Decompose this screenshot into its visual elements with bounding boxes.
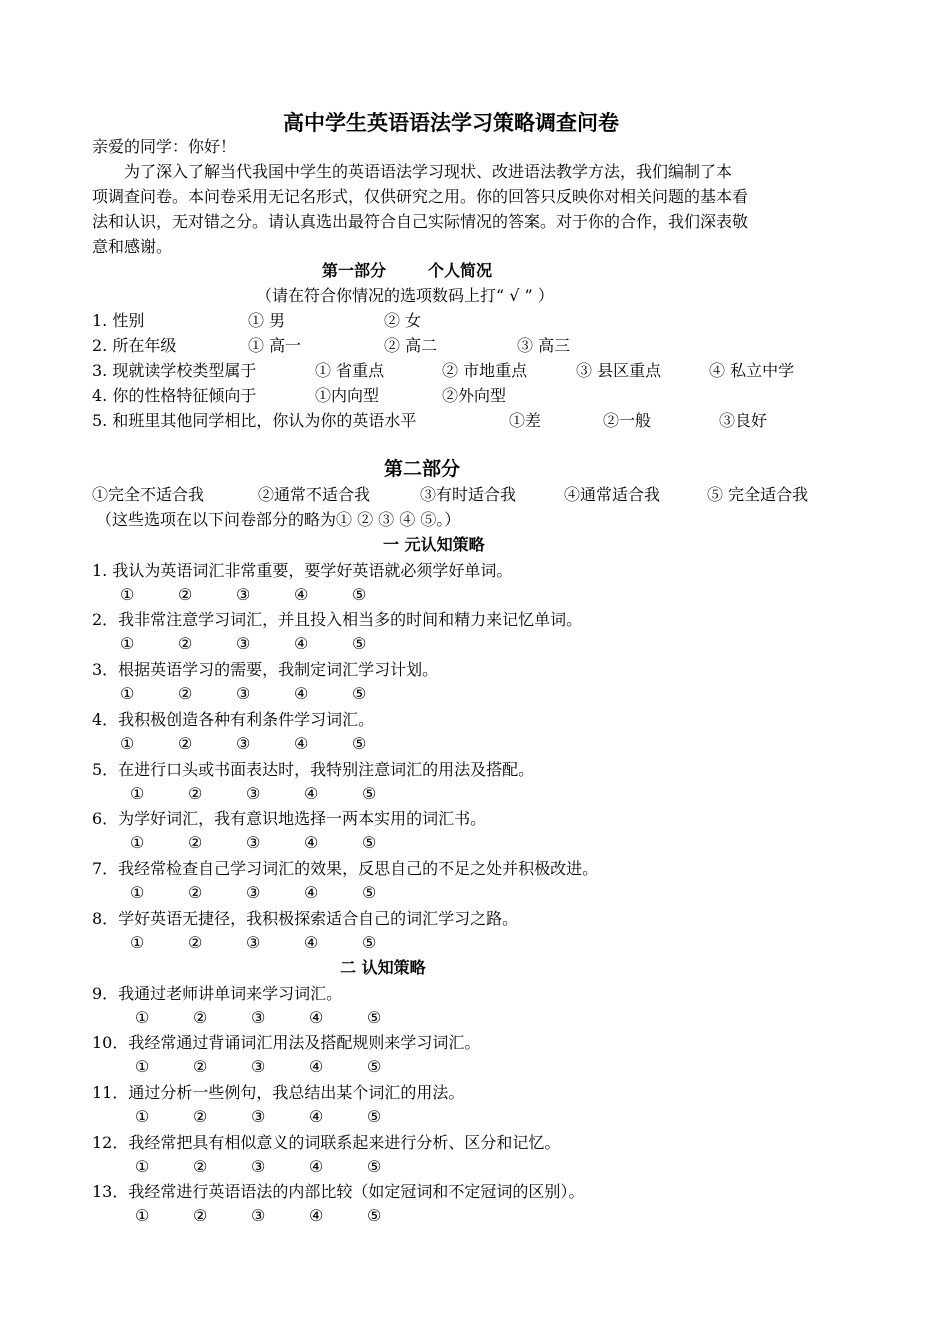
question-10-option-3[interactable]: ③ (251, 1057, 266, 1076)
question-11-option-4[interactable]: ④ (309, 1107, 324, 1126)
profile-question-gender: 1. 性别 (92, 311, 145, 330)
question-8-option-4[interactable]: ④ (304, 933, 319, 952)
question-6-option-4[interactable]: ④ (304, 833, 319, 852)
question-11: 11．通过分析一些例句，我总结出某个词汇的用法。 (92, 1083, 465, 1102)
option-school-city[interactable]: ② 市地重点 (442, 361, 528, 380)
question-6-option-2[interactable]: ② (188, 833, 203, 852)
intro-line-3: 法和认识，无对错之分。请认真选出最符合自己实际情况的答案。对于你的合作，我们深表敬 (92, 212, 749, 231)
question-1-option-1[interactable]: ① (120, 585, 135, 604)
question-7: 7．我经常检查自己学习词汇的效果，反思自己的不足之处并积极改进。 (92, 859, 599, 878)
question-5-option-4[interactable]: ④ (304, 784, 319, 803)
option-personality-extrovert[interactable]: ②外向型 (442, 386, 507, 405)
question-8-option-5[interactable]: ⑤ (362, 933, 377, 952)
option-school-county[interactable]: ③ 县区重点 (576, 361, 662, 380)
question-2-option-5[interactable]: ⑤ (352, 634, 367, 653)
question-7-option-4[interactable]: ④ (304, 883, 319, 902)
question-1-option-2[interactable]: ② (178, 585, 193, 604)
question-10: 10．我经常通过背诵词汇用法及搭配规则来学习词汇。 (92, 1033, 481, 1052)
option-level-average[interactable]: ②一般 (603, 411, 652, 430)
question-13-option-1[interactable]: ① (135, 1206, 150, 1225)
question-10-option-2[interactable]: ② (193, 1057, 208, 1076)
question-4-option-5[interactable]: ⑤ (352, 734, 367, 753)
question-7-option-2[interactable]: ② (188, 883, 203, 902)
question-2-option-1[interactable]: ① (120, 634, 135, 653)
question-6-option-1[interactable]: ① (130, 833, 145, 852)
question-2-option-2[interactable]: ② (178, 634, 193, 653)
page-title: 高中学生英语语法学习策略调查问卷 (283, 110, 619, 135)
question-10-option-4[interactable]: ④ (309, 1057, 324, 1076)
question-3: 3．根据英语学习的需要，我制定词汇学习计划。 (92, 660, 439, 679)
question-6-option-5[interactable]: ⑤ (362, 833, 377, 852)
intro-line-2: 项调查问卷。本问卷采用无记名形式，仅供研究之用。你的回答只反映你对相关问题的基本看 (92, 187, 749, 206)
question-1-option-4[interactable]: ④ (294, 585, 309, 604)
question-8-option-1[interactable]: ① (130, 933, 145, 952)
question-5-option-5[interactable]: ⑤ (362, 784, 377, 803)
question-10-option-5[interactable]: ⑤ (367, 1057, 382, 1076)
question-13-option-5[interactable]: ⑤ (367, 1206, 382, 1225)
question-9-option-3[interactable]: ③ (251, 1008, 266, 1027)
question-5-option-2[interactable]: ② (188, 784, 203, 803)
option-school-provincial[interactable]: ① 省重点 (315, 361, 385, 380)
question-11-option-1[interactable]: ① (135, 1107, 150, 1126)
question-12-option-4[interactable]: ④ (309, 1157, 324, 1176)
option-grade-1[interactable]: ① 高一 (248, 336, 302, 355)
question-11-option-2[interactable]: ② (193, 1107, 208, 1126)
section-metacognitive-heading: 一 元认知策略 (383, 535, 485, 554)
question-3-option-3[interactable]: ③ (236, 684, 251, 703)
scale-option-4: ④通常适合我 (564, 485, 661, 504)
question-4: 4．我积极创造各种有利条件学习词汇。 (92, 710, 375, 729)
question-12-option-3[interactable]: ③ (251, 1157, 266, 1176)
scale-option-1: ①完全不适合我 (92, 485, 205, 504)
question-12: 12．我经常把具有相似意义的词联系起来进行分析、区分和记忆。 (92, 1133, 561, 1152)
question-4-option-4[interactable]: ④ (294, 734, 309, 753)
question-11-option-5[interactable]: ⑤ (367, 1107, 382, 1126)
question-2: 2．我非常注意学习词汇，并且投入相当多的时间和精力来记忆单词。 (92, 610, 583, 629)
option-gender-female[interactable]: ② 女 (384, 311, 422, 330)
question-12-option-2[interactable]: ② (193, 1157, 208, 1176)
part1-heading-b: 个人简况 (428, 261, 493, 280)
question-9: 9．我通过老师讲单词来学习词汇。 (92, 984, 343, 1003)
question-5-option-3[interactable]: ③ (246, 784, 261, 803)
question-4-option-2[interactable]: ② (178, 734, 193, 753)
question-2-option-3[interactable]: ③ (236, 634, 251, 653)
question-13-option-4[interactable]: ④ (309, 1206, 324, 1225)
scale-note: （这些选项在以下问卷部分的略为① ② ③ ④ ⑤。） (96, 510, 461, 529)
question-13-option-2[interactable]: ② (193, 1206, 208, 1225)
question-7-option-3[interactable]: ③ (246, 883, 261, 902)
question-13: 13．我经常进行英语语法的内部比较（如定冠词和不定冠词的区别）。 (92, 1182, 585, 1201)
question-8-option-2[interactable]: ② (188, 933, 203, 952)
profile-question-personality: 4. 你的性格特征倾向于 (92, 386, 257, 405)
question-1: 1. 我认为英语词汇非常重要，要学好英语就必须学好单词。 (92, 561, 513, 580)
scale-option-2: ②通常不适合我 (258, 485, 371, 504)
question-4-option-3[interactable]: ③ (236, 734, 251, 753)
question-3-option-1[interactable]: ① (120, 684, 135, 703)
question-5-option-1[interactable]: ① (130, 784, 145, 803)
intro-line-4: 意和感谢。 (92, 237, 173, 256)
question-3-option-5[interactable]: ⑤ (352, 684, 367, 703)
question-9-option-4[interactable]: ④ (309, 1008, 324, 1027)
question-6-option-3[interactable]: ③ (246, 833, 261, 852)
question-4-option-1[interactable]: ① (120, 734, 135, 753)
part1-instruction: （请在符合你情况的选项数码上打“ √ ” ） (256, 286, 554, 305)
profile-question-grade: 2. 所在年级 (92, 336, 177, 355)
question-11-option-3[interactable]: ③ (251, 1107, 266, 1126)
question-9-option-1[interactable]: ① (135, 1008, 150, 1027)
question-7-option-1[interactable]: ① (130, 883, 145, 902)
question-1-option-5[interactable]: ⑤ (352, 585, 367, 604)
question-8-option-3[interactable]: ③ (246, 933, 261, 952)
scale-option-5: ⑤ 完全适合我 (707, 485, 809, 504)
question-12-option-5[interactable]: ⑤ (367, 1157, 382, 1176)
question-7-option-5[interactable]: ⑤ (362, 883, 377, 902)
part2-heading: 第二部分 (384, 458, 461, 480)
question-6: 6．为学好词汇，我有意识地选择一两本实用的词汇书。 (92, 809, 487, 828)
option-grade-3[interactable]: ③ 高三 (517, 336, 571, 355)
question-10-option-1[interactable]: ① (135, 1057, 150, 1076)
scale-option-3: ③有时适合我 (420, 485, 517, 504)
profile-question-school-type: 3. 现就读学校类型属于 (92, 361, 257, 380)
section-cognitive-heading: 二 认知策略 (340, 958, 426, 977)
question-3-option-2[interactable]: ② (178, 684, 193, 703)
question-2-option-4[interactable]: ④ (294, 634, 309, 653)
greeting: 亲爱的同学：你好！ (92, 137, 237, 156)
option-grade-2[interactable]: ② 高二 (384, 336, 438, 355)
intro-line-1: 为了深入了解当代我国中学生的英语语法学习现状、改进语法教学方法，我们编制了本 (124, 162, 733, 181)
option-personality-introvert[interactable]: ①内向型 (315, 386, 380, 405)
profile-question-english-level: 5. 和班里其他同学相比，你认为你的英语水平 (92, 411, 417, 430)
question-9-option-2[interactable]: ② (193, 1008, 208, 1027)
option-gender-male[interactable]: ① 男 (248, 311, 286, 330)
question-12-option-1[interactable]: ① (135, 1157, 150, 1176)
question-13-option-3[interactable]: ③ (251, 1206, 266, 1225)
question-1-option-3[interactable]: ③ (236, 585, 251, 604)
option-school-private[interactable]: ④ 私立中学 (709, 361, 795, 380)
question-9-option-5[interactable]: ⑤ (367, 1008, 382, 1027)
option-level-good[interactable]: ③良好 (719, 411, 768, 430)
part1-heading-a: 第一部分 (322, 261, 387, 280)
option-level-poor[interactable]: ①差 (509, 411, 542, 430)
question-3-option-4[interactable]: ④ (294, 684, 309, 703)
question-8: 8．学好英语无捷径，我积极探索适合自己的词汇学习之路。 (92, 909, 519, 928)
question-5: 5．在进行口头或书面表达时，我特别注意词汇的用法及搭配。 (92, 760, 535, 779)
